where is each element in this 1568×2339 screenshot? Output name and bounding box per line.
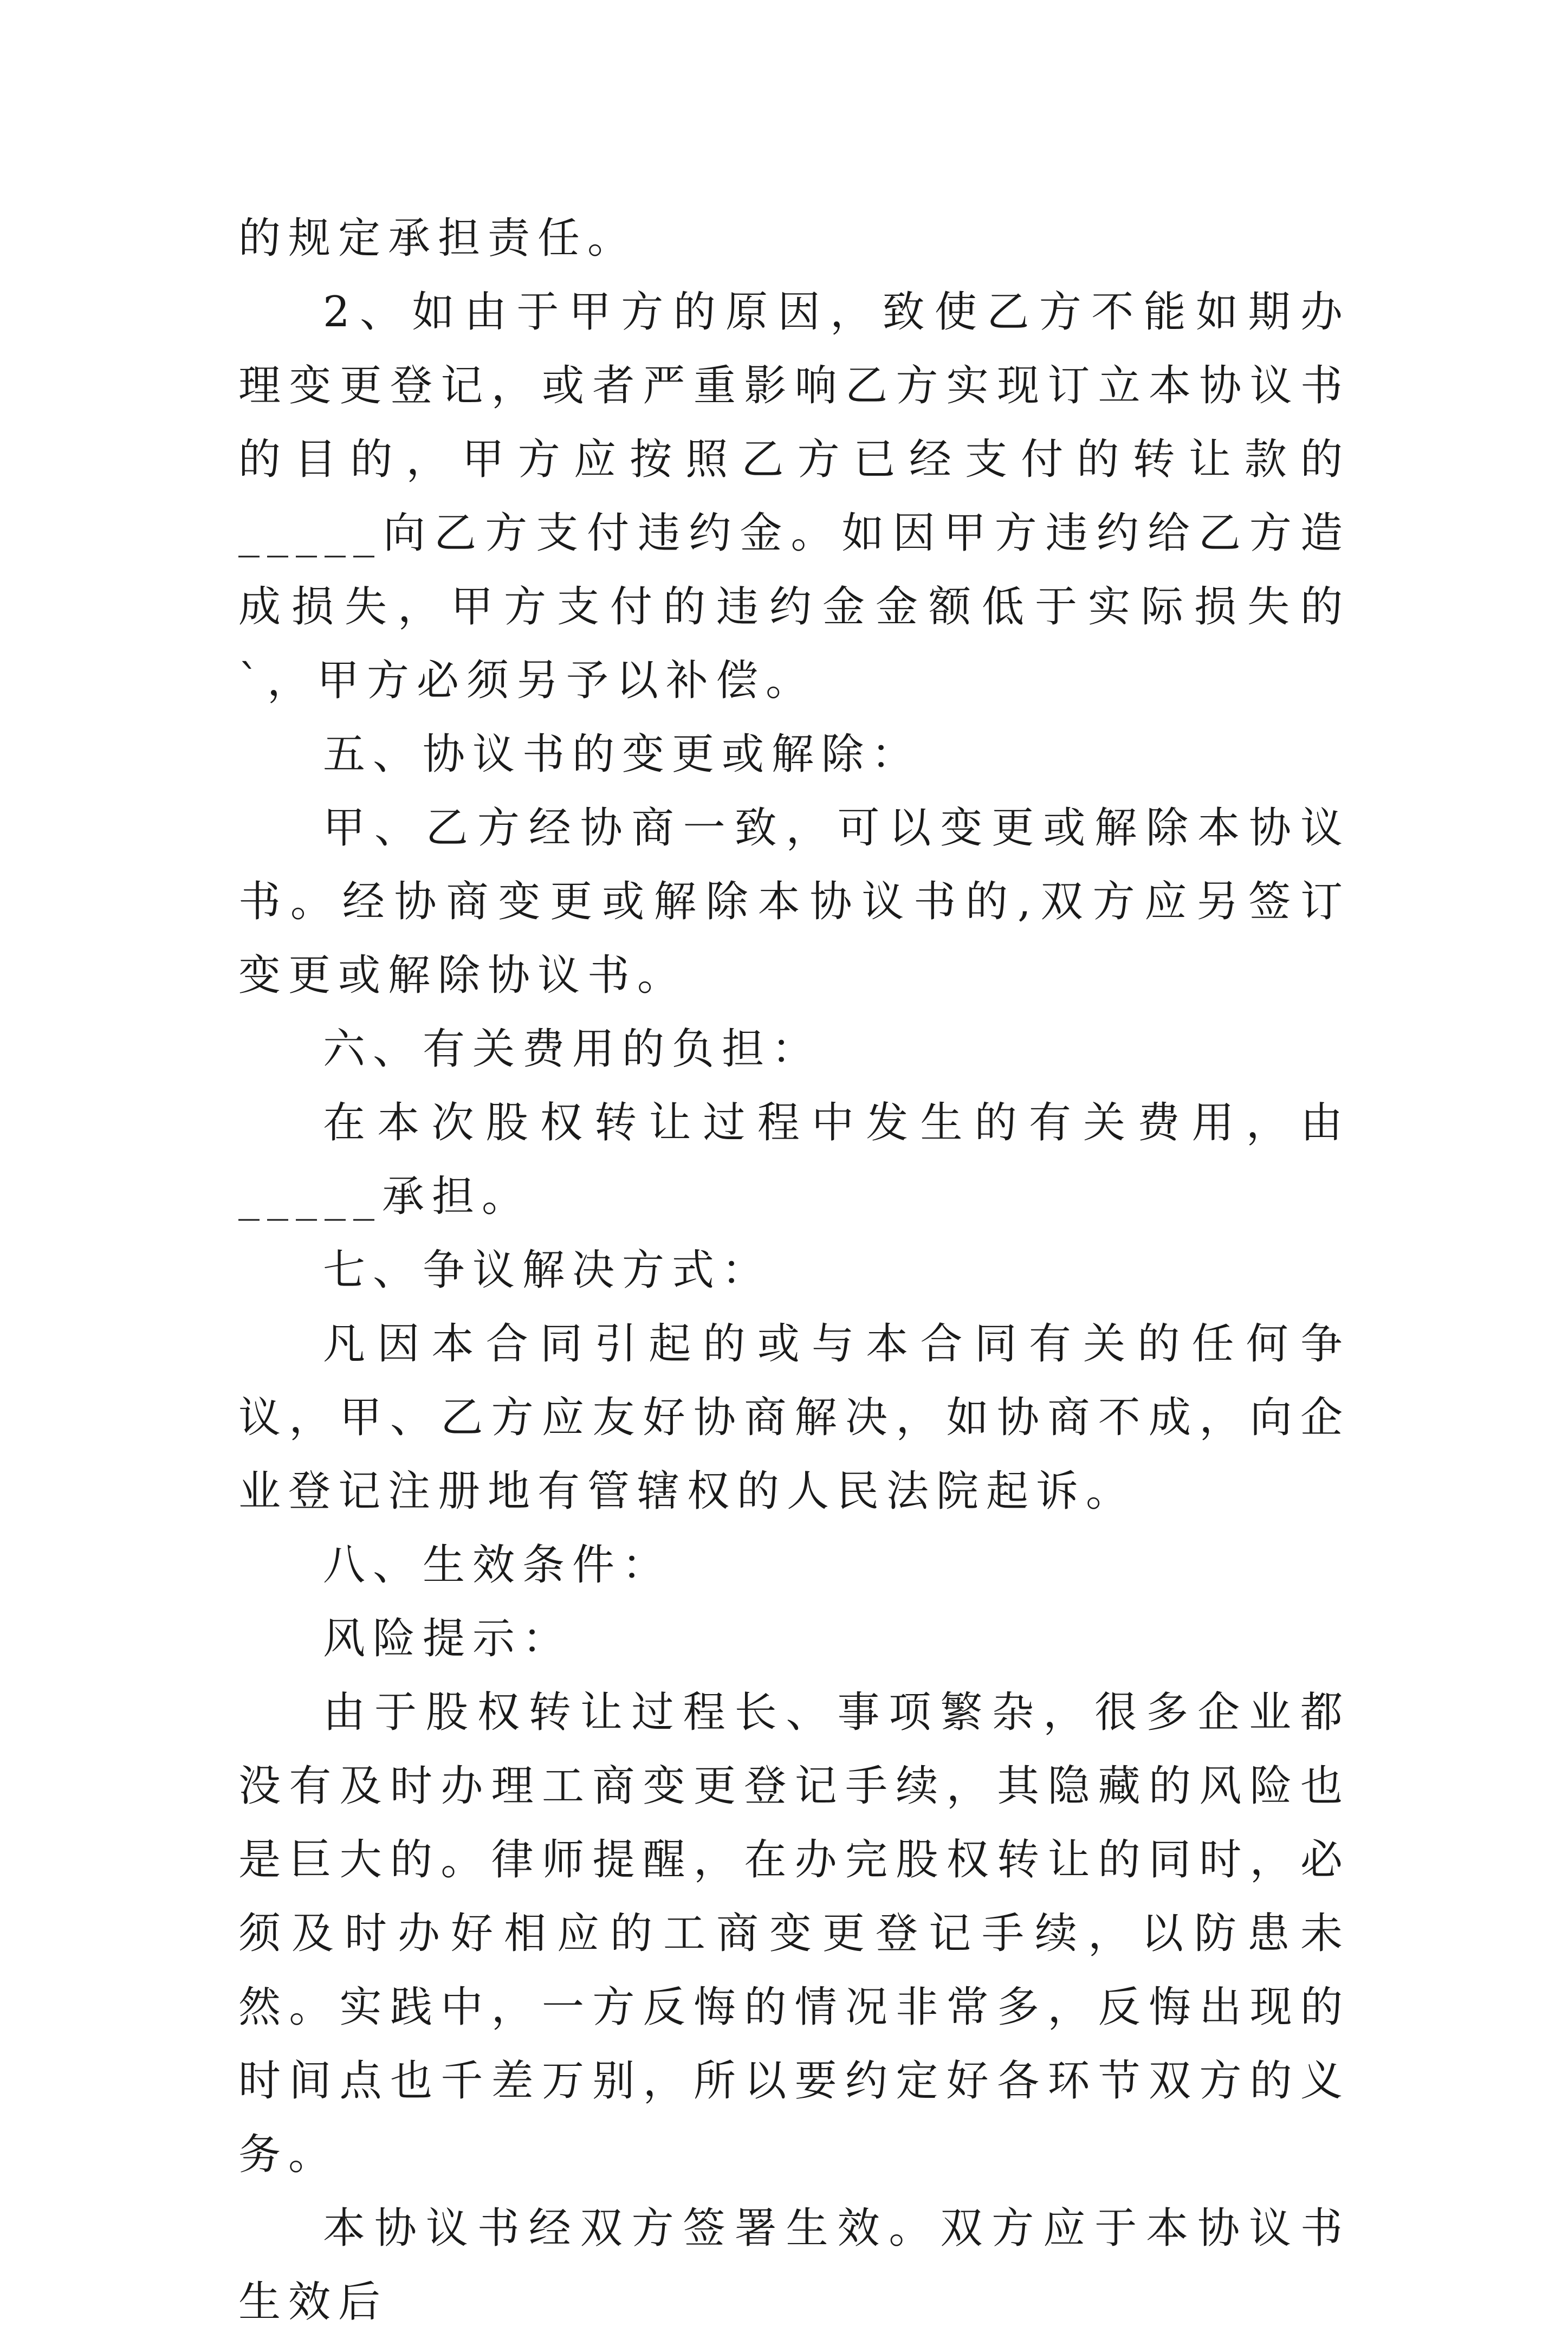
paragraph-liability-end: 的规定承担责任。 (238, 214, 638, 263)
heading-effective-conditions: 八、生效条件： (323, 1541, 672, 1590)
paragraph-amendment-termination: 甲、乙方经协商一致，可以变更或解除本协议书。经协商变更或解除本协议书的,双方应另签订变更或解除协议书。 (238, 804, 1350, 1000)
paragraph-expenses: 在本次股权转让过程中发生的有关费用，由_____承担。 (238, 1099, 1350, 1221)
heading-expenses: 六、有关费用的负担： (323, 1025, 822, 1074)
document-body (238, 202, 1350, 2339)
heading-dispute-resolution: 七、争议解决方式： (323, 1246, 772, 1295)
heading-risk-warning: 风险提示： (323, 1614, 573, 1663)
paragraph-dispute-resolution: 凡因本合同引起的或与本合同有关的任何争议，甲、乙方应友好协商解决，如协商不成，向企业登记注册地有管辖权的人民法院起诉。 (238, 1320, 1350, 1516)
heading-amendment-termination: 五、协议书的变更或解除： (323, 730, 922, 779)
paragraph-risk-warning: 由于股权转让过程长、事项繁杂，很多企业都没有及时办理工商变更登记手续，其隐藏的风险也是巨大的。律师提醒，在办完股权转让的同时，必须及时办好相应的工商变更登记手续，以防患未然。实践中，一方反悔的情况非常多，反悔出现的时间点也千差万别，所以要约定好各环节双方的义务。 (238, 1688, 1350, 2179)
paragraph-effective-signing: 本协议书经双方签署生效。双方应于本协议书生效后 (238, 2204, 1350, 2327)
paragraph-breach-clause-2: 2、如由于甲方的原因，致使乙方不能如期办理变更登记，或者严重影响乙方实现订立本协议书的目的，甲方应按照乙方已经支付的转让款的_____向乙方支付违约金。如因甲方违约给乙方造成损失，甲方支付的违约金金额低于实际损失的`，甲方必须另予以补偿。 (238, 288, 1350, 705)
